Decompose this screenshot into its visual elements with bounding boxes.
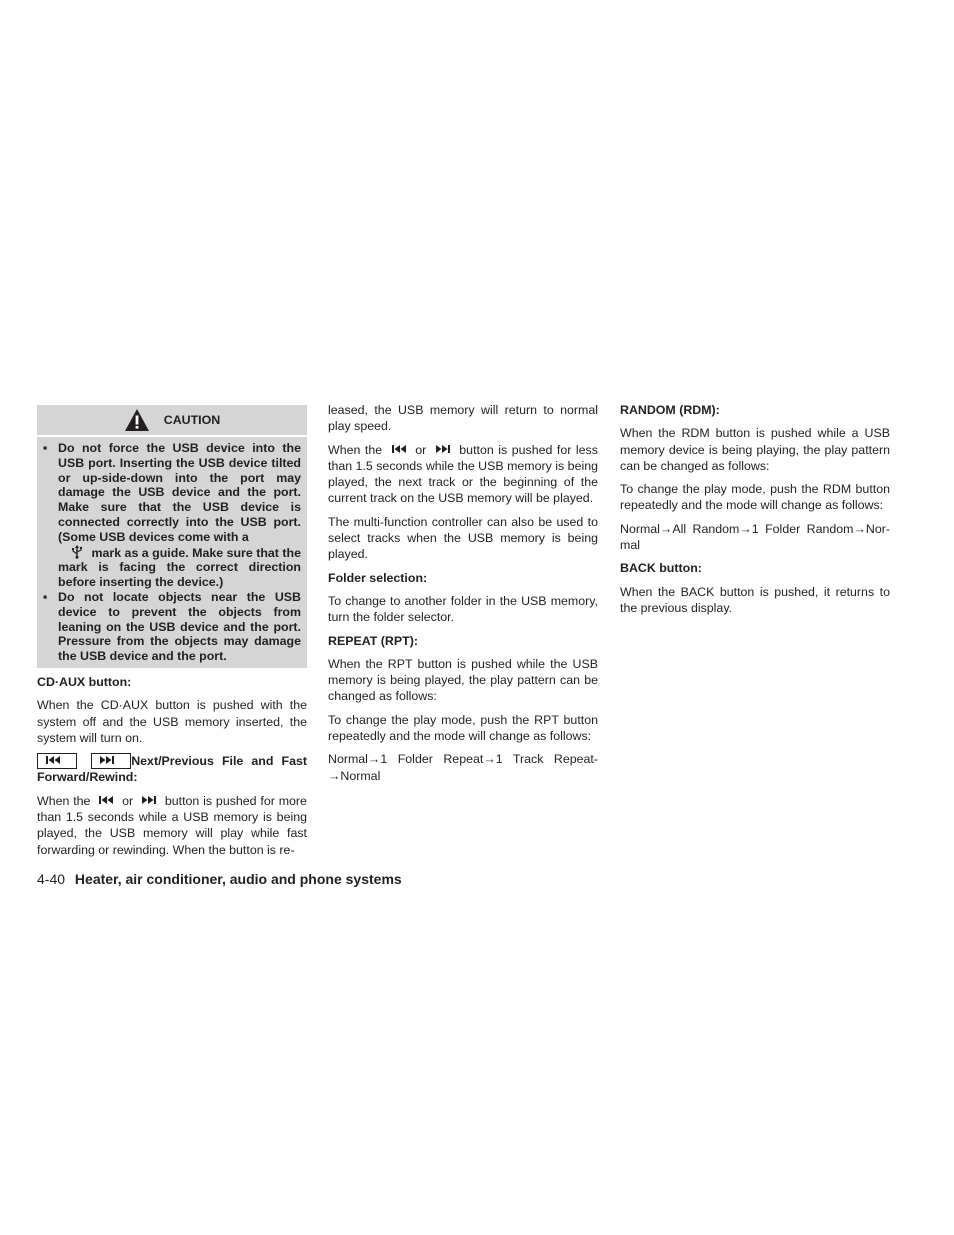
back-heading: BACK button: — [620, 561, 702, 576]
bullet-icon: ▪ — [43, 589, 48, 604]
back-body: When the BACK button is pushed, it returns to the previous display. — [620, 584, 890, 615]
next-track-icon — [95, 754, 119, 766]
seek-body-or: or — [122, 793, 134, 808]
short-press-pre: When the — [328, 442, 383, 457]
column-2 — [328, 402, 598, 791]
cdaux-heading: CD·AUX button: — [37, 674, 132, 689]
caution-item-1-text-b: mark as a guide. Make sure that the mark is facing the correct direction before inserting the device.) — [58, 545, 301, 590]
random-body-2: To change the play mode, push the RDM button repeatedly and the mode will change as follows: — [620, 482, 890, 513]
cdaux-body: When the CD·AUX button is pushed with the system off and the USB memory inserted, the system will turn on. — [37, 698, 307, 745]
seek-heading-row — [37, 753, 307, 786]
random-heading: RANDOM (RDM): — [620, 403, 720, 417]
usb-symbol-icon — [66, 545, 88, 559]
seek-body-pre: When the — [37, 793, 91, 808]
bullet-icon: ▪ — [43, 441, 48, 455]
caution-title: CAUTION — [163, 412, 221, 427]
repeat-body-2: To change the play mode, push the RPT button repeatedly and the mode will change as follows: — [328, 712, 598, 744]
short-press-body — [328, 442, 598, 507]
previous-track-icon — [387, 443, 411, 455]
warning-triangle-icon — [124, 408, 150, 432]
random-body-1: When the RDM button is pushed while a USB memory device is being playing, the play pattern can be changed as follows: — [620, 426, 890, 473]
seek-continuation: leased, the USB memory will return to normal play speed. — [328, 403, 598, 434]
column-3 — [620, 402, 890, 623]
prev-button-symbol — [37, 753, 77, 769]
random-sequence: Normal→All Random→1 Folder Random→Nor-mal — [620, 521, 890, 553]
seek-heading: Next/Previous File and Fast Forward/Rewind: — [37, 754, 307, 785]
section-title: Heater, air conditioner, audio and phone systems — [74, 871, 402, 887]
page-number: 4-40 — [37, 871, 66, 887]
folder-heading: Folder selection: — [328, 570, 428, 585]
caution-item-2-text: Do not locate objects near the USB device to prevent the objects from leaning on the USB device and the port. Pressure from the objects may damage the USB device and the port. — [58, 589, 301, 664]
page-footer — [37, 871, 402, 887]
caution-box — [37, 405, 307, 668]
repeat-heading: REPEAT (RPT): — [328, 633, 418, 648]
caution-header — [37, 405, 307, 437]
multifunction-body: The multi-function controller can also be used to select tracks when the USB memory is being played. — [328, 514, 598, 562]
caution-item-1-text-a: Do not force the USB device into the USB port. Inserting the USB device tilted or up-side-down into the port may damage the USB device and the port. Make sure that the USB device is connected correctly into the USB port. (Some USB devices come with a — [58, 441, 301, 544]
folder-body: To change to another folder in the USB memory, turn the folder selector. — [328, 593, 598, 625]
previous-track-icon — [94, 794, 118, 806]
repeat-body-1: When the RPT button is pushed while the USB memory is being played, the play pattern can be changed as follows: — [328, 656, 598, 704]
next-button-symbol — [91, 753, 131, 769]
seek-body-post: button is pushed for more than 1.5 seconds while a USB memory is being played, the USB memory will play while fast forwarding or rewinding. When the button is re- — [37, 793, 307, 857]
next-track-icon — [431, 443, 455, 455]
repeat-sequence: Normal→1 Folder Repeat→1 Track Repeat-→Normal — [328, 752, 598, 783]
next-track-icon — [137, 794, 161, 806]
previous-track-icon — [41, 754, 65, 766]
caution-item-objects — [43, 590, 301, 664]
caution-item-usb-insert — [43, 441, 301, 590]
short-press-post: button is pushed for less than 1.5 seconds while the USB memory is being played, the next track or the beginning of the current track on the USB memory will be played. — [328, 442, 598, 506]
column-1 — [37, 402, 307, 865]
caution-list — [37, 437, 307, 668]
seek-body — [37, 793, 307, 858]
short-press-or: or — [415, 442, 427, 457]
